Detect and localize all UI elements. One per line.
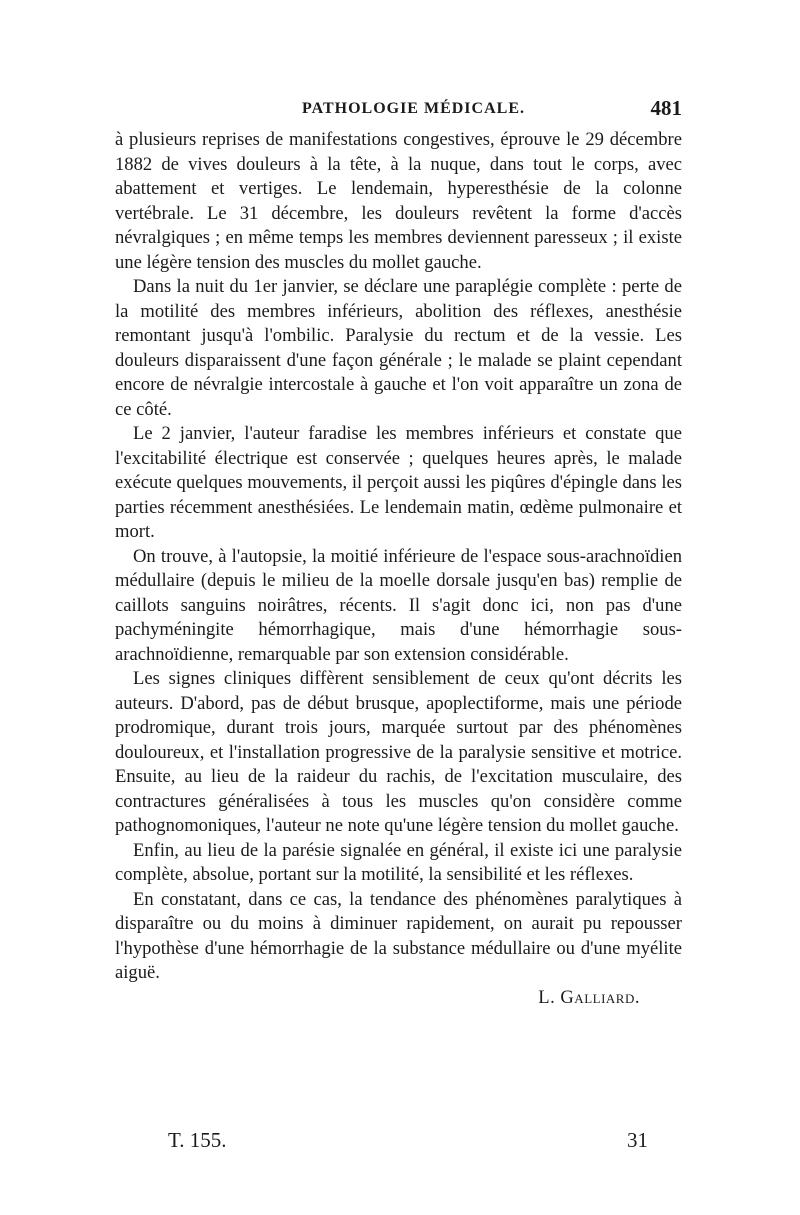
paragraph-paralysis: Enfin, au lieu de la parésie signalée en général, il existe ici une paralysie complète, absolue, portant sur la motilité, la sensibilité et les réflexes.: [115, 839, 682, 885]
page-number: 481: [650, 96, 682, 120]
paragraph-paraplegia: Dans la nuit du 1er janvier, se déclare une paraplégie complète : perte de la motilité des membres inférieurs, abolition des réflexes, anesthésie remontant jusqu'à l'ombilic. Paralysie du rectum et de la vessie. Les douleurs disparaissent d'une façon générale ; le malade se plaint cependant encore de névralgie intercostale à gauche et l'on voit apparaître un zona de ce côté.: [115, 276, 682, 420]
paragraph-autopsy: On trouve, à l'autopsie, la moitié inférieure de l'espace sous-arachnoïdien médullaire (depuis le milieu de la moelle dorsale jusqu'en bas) remplie de caillots sanguins noirâtres, récents. Il s'agit donc ici, non pas d'une pachyméningite hémorrhagique, mais d'une hémorrhagie sous-arachnoïdienne, remarquable par son extension considérable.: [115, 545, 682, 665]
paragraph-conclusion: En constatant, dans ce cas, la tendance des phénomènes paralytiques à disparaître ou du moins à diminuer rapidement, on aurait pu repousser l'hypothèse d'une hémorrhagie de la substance médullaire ou d'une myélite aiguë.: [115, 888, 682, 983]
paragraph-clinical-signs: Les signes cliniques diffèrent sensiblement de ceux qu'ont décrits les auteurs. D'abord, pas de début brusque, apoplectiforme, mais une période prodromique, durant trois jours, marquée surtout par des phénomènes douloureux, et l'installation progressive de la paralysie sensitive et motrice. Ensuite, au lieu de la raideur du rachis, de l'excitation musculaire, des contractures généralisées à tous les muscles qu'on considère comme pathognomoniques, l'auteur ne note qu'une légère tension du mollet gauche.: [115, 668, 682, 836]
page-footer: [168, 1128, 648, 1158]
page-header: [112, 96, 682, 126]
sheet-number: 31: [627, 1128, 648, 1152]
article-body: [115, 128, 682, 1010]
author-signature: L. Galliard.: [538, 986, 640, 1008]
paragraph-faradisation: Le 2 janvier, l'auteur faradise les membres inférieurs et constate que l'excitabilité électrique est conservée ; quelques heures après, le malade exécute quelques mouvements, il perçoit aussi les piqûres d'épingle dans les parties récemment anesthésiées. Le lendemain matin, œdème pulmonaire et mort.: [115, 423, 682, 542]
running-title: PATHOLOGIE MÉDICALE.: [302, 100, 525, 117]
signature-mark: T. 155.: [168, 1128, 227, 1152]
paragraph-continued: à plusieurs reprises de manifestations congestives, éprouve le 29 décembre 1882 de vives douleurs à la tête, à la nuque, dans tout le corps, avec abattement et vertiges. Le lendemain, hyperesthésie de la colonne vertébrale. Le 31 décembre, les douleurs revêtent la forme d'accès névralgiques ; en même temps les membres deviennent paresseux ; il existe une légère tension des muscles du mollet gauche.: [115, 129, 682, 273]
author-signature-line: [115, 986, 682, 1011]
